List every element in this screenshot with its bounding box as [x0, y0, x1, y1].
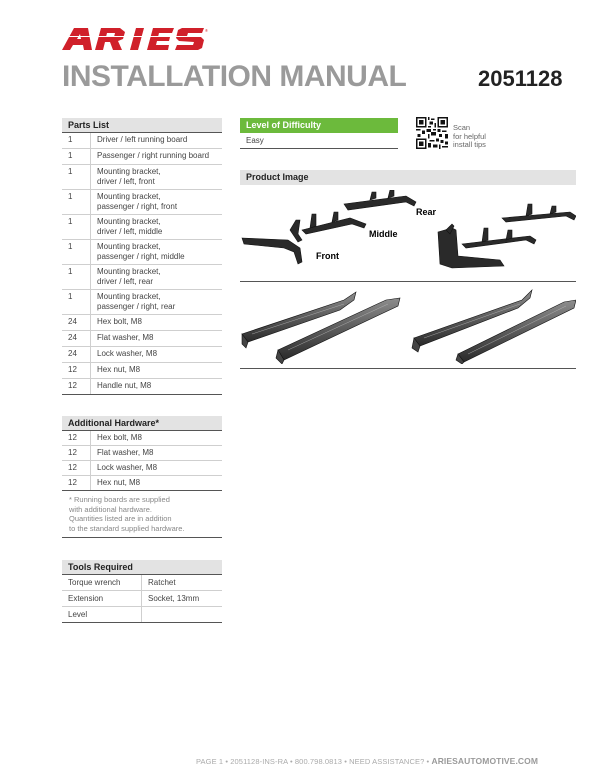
- description-cell: Mounting bracket, driver / left, middle: [91, 215, 223, 240]
- mounting-brackets-illustration: [240, 190, 576, 276]
- hardware-footnote: * Running boards are supplied with additional hardware. Quantities listed are in addition to the standard supplied hardware.: [62, 491, 222, 538]
- tools-table: [62, 575, 222, 623]
- description-cell: Mounting bracket, passenger / right, middle: [91, 240, 223, 265]
- svg-text:®: ®: [205, 28, 208, 33]
- page-footer: [196, 756, 538, 766]
- table-row: [62, 331, 222, 347]
- footer-separator: •: [289, 757, 295, 766]
- qty-cell: 24: [62, 331, 91, 347]
- footer-url-link[interactable]: ARIESAUTOMOTIVE.COM: [431, 756, 539, 766]
- table-row: [62, 133, 222, 149]
- table-row: [62, 149, 222, 165]
- footer-doc-id: 2051128-INS-RA: [230, 757, 288, 766]
- description-cell: Mounting bracket, passenger / right, front: [91, 190, 223, 215]
- tool-cell: Ratchet: [142, 575, 223, 591]
- table-row: [62, 265, 222, 290]
- description-cell: Mounting bracket, driver / left, front: [91, 165, 223, 190]
- description-cell: Hex bolt, M8: [91, 431, 223, 446]
- description-cell: Handle nut, M8: [91, 379, 223, 395]
- difficulty-heading: Level of Difficulty: [240, 118, 398, 133]
- additional-hardware-section: [62, 416, 222, 538]
- label-rear: Rear: [416, 207, 437, 217]
- difficulty-section: [240, 118, 398, 149]
- qty-cell: 1: [62, 149, 91, 165]
- table-row: [62, 379, 222, 395]
- description-cell: Hex nut, M8: [91, 363, 223, 379]
- qty-cell: 12: [62, 363, 91, 379]
- footer-phone[interactable]: 800.798.0813: [294, 757, 342, 766]
- part-number: 2051128: [478, 66, 563, 91]
- description-cell: Hex bolt, M8: [91, 315, 223, 331]
- tool-cell: Socket, 13mm: [142, 591, 223, 607]
- footer-page: PAGE 1: [196, 757, 224, 766]
- footer-separator: •: [426, 757, 432, 766]
- description-cell: Mounting bracket, driver / left, rear: [91, 265, 223, 290]
- description-cell: Lock washer, M8: [91, 461, 223, 476]
- label-middle: Middle: [369, 229, 398, 239]
- tool-cell: Level: [62, 607, 142, 623]
- table-row: [62, 591, 222, 607]
- parts-list-table: [62, 133, 222, 395]
- table-row: [62, 347, 222, 363]
- table-row: [62, 165, 222, 190]
- product-image-heading: Product Image: [240, 170, 576, 185]
- qty-cell: 1: [62, 265, 91, 290]
- tool-cell: [142, 607, 223, 623]
- qty-cell: 1: [62, 290, 91, 315]
- description-cell: Lock washer, M8: [91, 347, 223, 363]
- description-cell: Driver / left running board: [91, 133, 223, 149]
- tool-cell: Torque wrench: [62, 575, 142, 591]
- table-row: [62, 607, 222, 623]
- divider: [240, 281, 576, 282]
- qty-cell: 12: [62, 476, 91, 491]
- tool-cell: Extension: [62, 591, 142, 607]
- additional-hardware-table: [62, 431, 222, 491]
- qty-cell: 1: [62, 165, 91, 190]
- footer-separator: •: [344, 757, 350, 766]
- table-row: [62, 446, 222, 461]
- qty-cell: 12: [62, 461, 91, 476]
- parts-list-section: [62, 118, 222, 395]
- document-title: INSTALLATION MANUAL: [62, 60, 407, 93]
- aries-logo: [62, 24, 212, 54]
- table-row: [62, 290, 222, 315]
- product-image-section: [240, 170, 576, 185]
- description-cell: Flat washer, M8: [91, 331, 223, 347]
- running-boards-illustration: [240, 286, 576, 364]
- table-row: [62, 190, 222, 215]
- parts-list-heading: Parts List: [62, 118, 222, 133]
- table-row: [62, 315, 222, 331]
- divider: [240, 368, 576, 369]
- difficulty-value: Easy: [240, 133, 398, 149]
- qty-cell: 24: [62, 315, 91, 331]
- additional-hardware-heading: Additional Hardware*: [62, 416, 222, 431]
- footer-separator: •: [225, 757, 231, 766]
- table-row: [62, 431, 222, 446]
- label-front: Front: [316, 251, 339, 261]
- description-cell: Flat washer, M8: [91, 446, 223, 461]
- qty-cell: 12: [62, 431, 91, 446]
- table-row: [62, 363, 222, 379]
- table-row: [62, 240, 222, 265]
- footer-assist: NEED ASSISTANCE?: [349, 757, 425, 766]
- qty-cell: 12: [62, 379, 91, 395]
- table-row: [62, 476, 222, 491]
- tools-heading: Tools Required: [62, 560, 222, 575]
- description-cell: Mounting bracket, passenger / right, rear: [91, 290, 223, 315]
- qty-cell: 12: [62, 446, 91, 461]
- qty-cell: 1: [62, 133, 91, 149]
- qty-cell: 1: [62, 240, 91, 265]
- description-cell: Passenger / right running board: [91, 149, 223, 165]
- qty-cell: 1: [62, 215, 91, 240]
- qty-cell: 24: [62, 347, 91, 363]
- description-cell: Hex nut, M8: [91, 476, 223, 491]
- tools-section: [62, 560, 222, 623]
- table-row: [62, 575, 222, 591]
- table-row: [62, 461, 222, 476]
- qr-code-icon[interactable]: [416, 117, 448, 149]
- qr-caption: Scan for helpful install tips: [453, 123, 486, 149]
- table-row: [62, 215, 222, 240]
- qty-cell: 1: [62, 190, 91, 215]
